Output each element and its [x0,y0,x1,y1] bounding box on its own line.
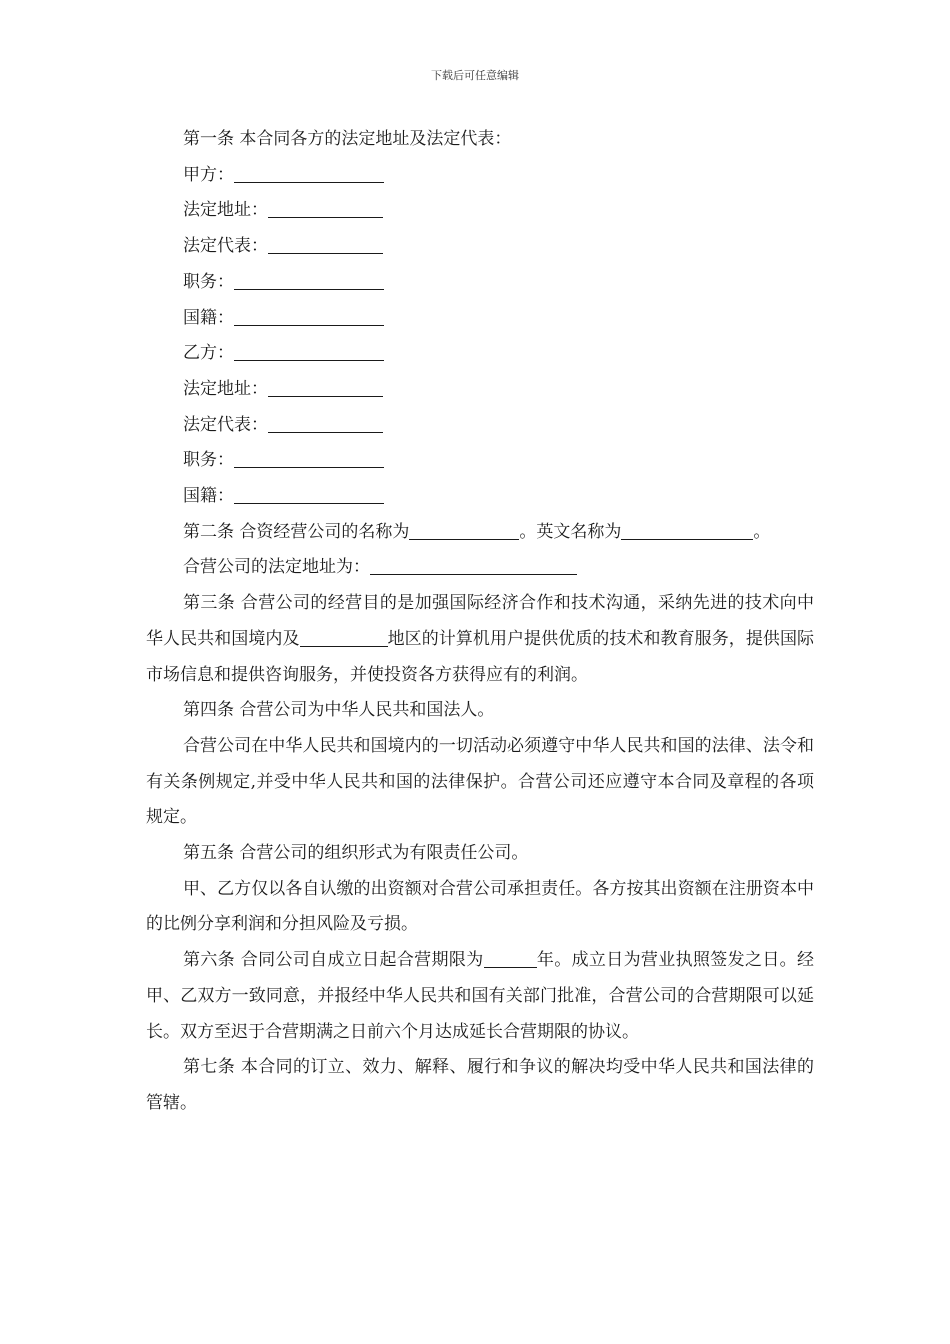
party-a-position-blank[interactable] [234,269,384,290]
party-a-rep-field [146,229,814,265]
article-4-body: 合营公司在中华人民共和国境内的一切活动必须遵守中华人民共和国的法律、法令和有关条例规定,并受中华人民共和国的法律保护。合营公司还应遵守本合同及章程的各项规定。 [146,735,814,828]
party-b-name-blank[interactable] [234,340,384,361]
party-b-position-field [146,443,814,479]
article-2-part1: 第二条 合资经营公司的名称为 [183,521,410,542]
party-b-position-label: 职务： [183,450,234,471]
party-a-nationality-label: 国籍： [183,307,234,328]
article-1-heading: 第一条 本合同各方的法定地址及法定代表： [183,129,512,149]
party-b-rep-blank[interactable] [268,412,383,433]
party-a-address-label: 法定地址： [183,200,268,221]
article-7-paragraph: 第七条 本合同的订立、效力、解释、履行和争议的解决均受中华人民共和国法律的管辖。 [146,1057,814,1113]
party-a-address-blank[interactable] [268,197,383,218]
contract-body [146,122,814,1122]
article-3-part1: 第三条 合营公司的经营目的是加强国际经济合作和技术沟通，采纳先进的技术向中华人民共和国境内及 [146,593,814,649]
party-b-address-label: 法定地址： [183,378,268,399]
party-b-position-blank[interactable] [234,447,384,468]
term-years-blank[interactable] [484,947,537,968]
company-name-blank[interactable] [409,519,519,540]
article-3-paragraph [146,586,814,693]
article-5-body: 甲、乙方仅以各自认缴的出资额对合营公司承担责任。各方按其出资额在注册资本中的比例分享利润和分担风险及亏损。 [146,878,814,935]
party-a-rep-blank[interactable] [268,233,383,254]
party-b-nationality-field [146,479,814,515]
party-b-address-field [146,372,814,408]
party-b-rep-label: 法定代表： [183,414,268,435]
article-6-part1: 第六条 合同公司自成立日起合营期限为 [183,950,484,971]
article-2-address-label: 合营公司的法定地址为： [183,557,370,578]
party-a-position-label: 职务： [183,271,234,292]
party-a-name-field [146,158,814,194]
party-b-nationality-label: 国籍： [183,486,234,507]
article-2-part3: 。 [753,521,771,542]
page-header-note: 下载后可任意编辑 [431,69,519,82]
party-a-name-blank[interactable] [234,162,384,183]
article-4-heading: 第四条 合营公司为中华人民共和国法人。 [183,700,495,721]
party-a-nationality-field [146,301,814,337]
english-name-blank[interactable] [621,519,753,540]
party-a-address-field [146,193,814,229]
party-b-name-label: 乙方： [183,343,234,364]
article-2-address-line [146,550,814,586]
party-a-name-label: 甲方： [183,164,234,185]
article-3-part2: 地区的计算机用户提供优质的技术和教育服务，提供国际市场信息和提供咨询服务，并使投资各方获得应有的利润。 [146,628,815,685]
article-6-part2: 年。成立日为营业执照签发之日。经甲、乙双方一致同意，并报经中华人民共和国有关部门批准，合营公司的合营期限可以延长。双方至迟于合营期满之日前六个月达成延长合营期限的协议。 [146,950,815,1042]
party-a-position-field [146,265,814,301]
region-blank[interactable] [300,626,388,647]
party-b-nationality-blank[interactable] [234,483,384,504]
party-b-name-field [146,336,814,372]
party-a-rep-label: 法定代表： [183,236,268,257]
party-b-rep-field [146,408,814,444]
party-b-address-blank[interactable] [268,376,383,397]
article-5-heading: 第五条 合营公司的组织形式为有限责任公司。 [183,843,529,864]
article-2-part2: 。英文名称为 [519,521,622,542]
article-2-name-line [146,515,814,551]
party-a-nationality-blank[interactable] [234,305,384,326]
article-6-paragraph [146,943,814,1050]
company-address-blank[interactable] [370,554,577,575]
